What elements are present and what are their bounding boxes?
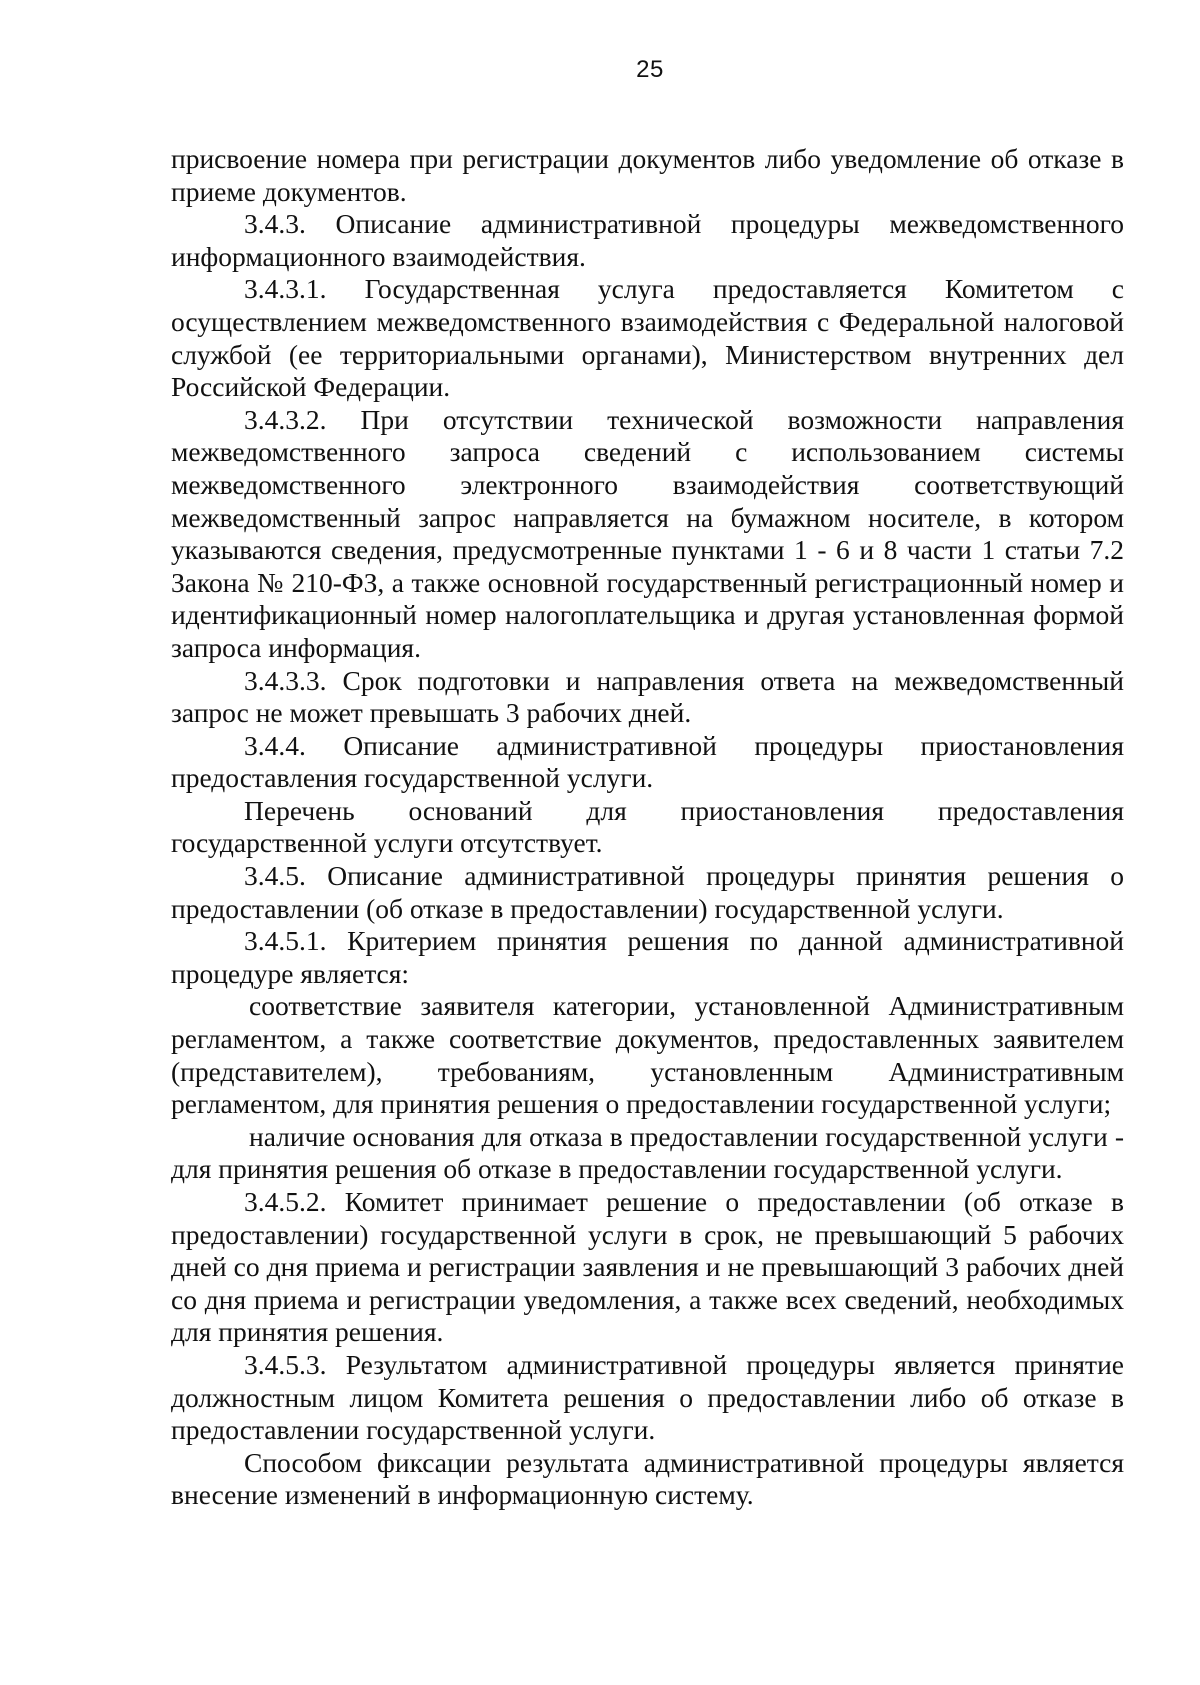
- paragraph-3-4-4: 3.4.4. Описание административной процедуры приостановления предоставления государственной услуги.: [171, 729, 1124, 794]
- document-body: [171, 143, 1124, 1512]
- paragraph-criterion-refusal: наличие основания для отказа в предоставлении государственной услуги - для принятия решения об отказе в предоставлении государственной услуги.: [171, 1120, 1124, 1185]
- paragraph-suspension-grounds: Перечень оснований для приостановления предоставления государственной услуги отсутствует.: [171, 794, 1124, 859]
- paragraph-3-4-3: 3.4.3. Описание административной процедуры межведомственного информационного взаимодействия.: [171, 208, 1124, 272]
- paragraph-criterion-compliance: соответствие заявителя категории, установленной Административным регламентом, а также соответствие документов, предоставленных заявителем (представителем), требованиям, установленным Административным регламентом, для принятия решения о предоставлении государственной услуги;: [171, 990, 1124, 1120]
- paragraph-3-4-3-1: 3.4.3.1. Государственная услуга предоставляется Комитетом с осуществлением межведомственного взаимодействия с Федеральной налоговой службой (ее территориальными органами), Министерством внутренних дел Российской Федерации.: [171, 273, 1124, 403]
- paragraph-continuation: присвоение номера при регистрации документов либо уведомление об отказе в приеме документов.: [171, 143, 1124, 207]
- paragraph-3-4-5: 3.4.5. Описание административной процедуры принятия решения о предоставлении (об отказе в предоставлении) государственной услуги.: [171, 860, 1124, 924]
- paragraph-3-4-3-2: 3.4.3.2. При отсутствии технической возможности направления межведомственного запроса сведений с использованием системы межведомственного электронного взаимодействия соответствующий межведомственный запрос направляется на бумажном носителе, в котором указываются сведения, предусмотренные пунктами 1 - 6 и 8 части 1 статьи 7.2 Закона № 210-ФЗ, а также основной государственный регистрационный номер и идентификационный номер налогоплательщика и другая установленная формой запроса информация.: [171, 403, 1124, 663]
- page-number: 25: [636, 56, 664, 83]
- paragraph-3-4-5-3: 3.4.5.3. Результатом административной процедуры является принятие должностным лицом Комитета решения о предоставлении либо об отказе в предоставлении государственной услуги.: [171, 1348, 1124, 1446]
- paragraph-3-4-3-3: 3.4.3.3. Срок подготовки и направления ответа на межведомственный запрос не может превышать 3 рабочих дней.: [171, 664, 1124, 729]
- paragraph-3-4-5-1: 3.4.5.1. Критерием принятия решения по данной административной процедуре является:: [171, 925, 1124, 989]
- paragraph-3-4-5-2: 3.4.5.2. Комитет принимает решение о предоставлении (об отказе в предоставлении) государственной услуги в срок, не превышающий 5 рабочих дней со дня приема и регистрации заявления и не превышающий 3 рабочих дней со дня приема и регистрации уведомления, а также всех сведений, необходимых для принятия решения.: [171, 1186, 1124, 1348]
- paragraph-fixation-method: Способом фиксации результата административной процедуры является внесение изменений в информационную систему.: [171, 1446, 1124, 1511]
